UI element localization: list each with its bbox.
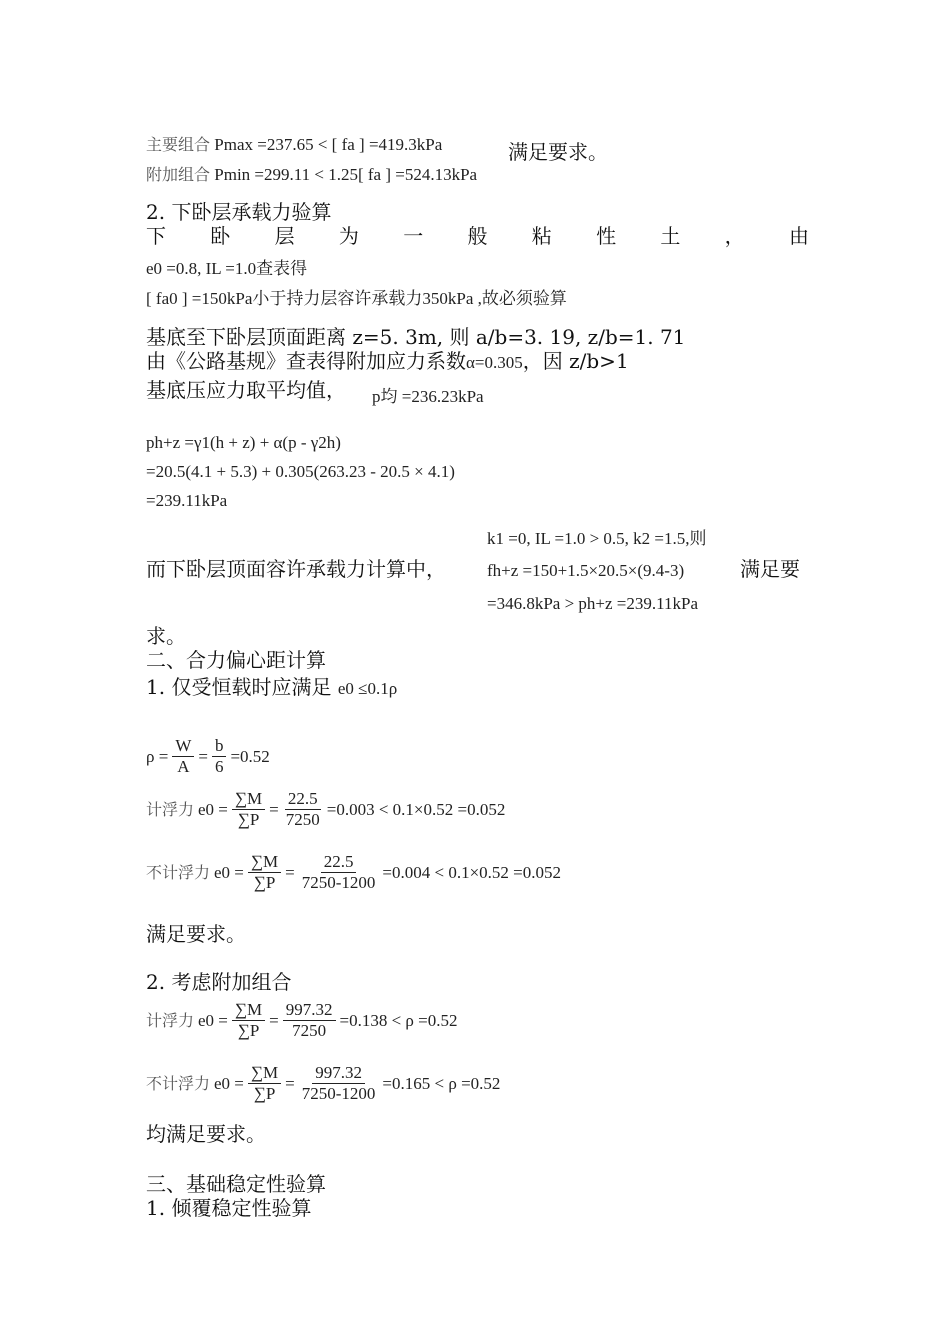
fraction: [283, 789, 323, 830]
lower-capacity-text: 而下卧层顶面容许承载力计算中，: [146, 557, 446, 581]
numerator: 22.5: [285, 789, 321, 810]
cond-line-3: =346.8kPa > ph+z =239.11kPa: [487, 594, 699, 613]
equals: =: [285, 862, 295, 882]
fraction: [299, 1063, 379, 1104]
satisfied-text-2: 满足要求。: [146, 922, 246, 946]
add-combo-label: 附加组合: [146, 165, 211, 184]
calc-label: 计浮力: [146, 799, 195, 819]
cond-line-1: k1 =0, IL =1.0 > 0.5, k2 =1.5,则: [487, 529, 707, 548]
calc-rhs: =0.003 < 0.1×0.52 =0.052: [326, 799, 506, 819]
part2-title: 二、合力偏心距计算: [146, 648, 326, 672]
denominator: ∑P: [253, 1084, 276, 1103]
part3-title: 三、基础稳定性验算: [146, 1172, 326, 1196]
e0-line: e0 =0.8, IL =1.0查表得: [146, 259, 308, 278]
spread-char: 粘: [531, 224, 552, 248]
sub2-title: 2. 下卧层承载力验算: [146, 200, 332, 224]
spread-char: 下: [146, 224, 166, 248]
calc-label: 不计浮力: [146, 1073, 211, 1093]
equals: =: [269, 799, 279, 819]
part2-sub1-text: 1. 仅受恒载时应满足: [146, 675, 332, 699]
calc-no-buoyancy-2: [146, 1063, 500, 1104]
fraction: [283, 1000, 336, 1041]
calc-buoyancy-1: [146, 789, 505, 830]
satisfy-text-b: 求。: [146, 624, 186, 648]
numerator: ∑M: [232, 789, 265, 810]
fraction: [212, 736, 227, 777]
numerator: ∑M: [248, 1063, 281, 1084]
part2-sub1: [146, 675, 397, 700]
fraction: [172, 736, 194, 777]
denominator: ∑P: [237, 1021, 260, 1040]
calc-rhs: =0.165 < ρ =0.52: [382, 1073, 501, 1093]
spread-char: 卧: [210, 224, 231, 248]
spread-char: 为: [338, 224, 359, 248]
e0-lhs: e0 =: [214, 862, 244, 882]
numerator: ∑M: [232, 1000, 265, 1021]
denominator: 7250-1200: [301, 873, 376, 892]
distance-line: 基底至下卧层顶面距离 z=5. 3m, 则 a/b=3. 19, z/b=1. 71: [146, 325, 686, 349]
spread-char: ，: [724, 224, 745, 248]
add-combo-line: [146, 164, 477, 186]
fraction: [232, 1000, 265, 1041]
numerator: ∑M: [248, 852, 281, 873]
denominator: ∑P: [253, 873, 276, 892]
denominator: 7250-1200: [301, 1084, 376, 1103]
denominator: 7250: [285, 810, 320, 829]
numerator: 997.32: [283, 1000, 336, 1021]
numerator: 22.5: [321, 852, 357, 873]
calc-label: 不计浮力: [146, 862, 211, 882]
calc-line-2: =20.5(4.1 + 5.3) + 0.305(263.23 - 20.5 × 4.1): [146, 462, 455, 481]
denominator: 7250: [292, 1021, 327, 1040]
spread-char: 一: [403, 224, 424, 248]
spread-char: 层: [274, 224, 295, 248]
spread-line: [146, 224, 809, 248]
part3-sub1: 1. 倾覆稳定性验算: [146, 1196, 312, 1220]
fa0-line: [ fa0 ] =150kPa小于持力层容许承载力350kPa ,故必须验算: [146, 289, 567, 308]
calc-label: 计浮力: [146, 1010, 195, 1030]
part2-sub2: 2. 考虑附加组合: [146, 970, 292, 994]
part2-sub1-cond: e0 ≤0.1ρ: [337, 679, 398, 698]
alpha-line: [146, 349, 629, 374]
alpha-text-a: 由《公路基规》查表得附加应力系数: [146, 349, 466, 373]
calc-no-buoyancy-1: [146, 852, 561, 893]
denominator: A: [177, 757, 190, 776]
p-avg-formula: p均 =236.23kPa: [372, 387, 484, 406]
denominator: 6: [214, 757, 224, 776]
fraction: [299, 852, 379, 893]
equals: =: [269, 1010, 279, 1030]
alpha-value: α=0.305: [466, 353, 523, 372]
rho-rhs: =0.52: [230, 746, 270, 766]
calc-line-3: =239.11kPa: [146, 491, 228, 510]
avg-line: 基底压应力取平均值，: [146, 378, 346, 402]
numerator: b: [212, 736, 227, 757]
spread-char: 由: [788, 224, 809, 248]
spread-char: 土: [660, 224, 681, 248]
all-satisfied-text: 均满足要求。: [146, 1122, 266, 1146]
main-combo-label: 主要组合: [146, 135, 211, 154]
calc-rhs: =0.138 < ρ =0.52: [339, 1010, 458, 1030]
numerator: 997.32: [312, 1063, 365, 1084]
spread-char: 般: [467, 224, 488, 248]
e0-lhs: e0 =: [198, 1010, 228, 1030]
fraction: [232, 789, 265, 830]
calc-rhs: =0.004 < 0.1×0.52 =0.052: [382, 862, 562, 882]
equals: =: [198, 746, 208, 766]
rho-equation: [146, 736, 270, 777]
spread-char: 性: [596, 224, 617, 248]
main-combo-formula: Pmax =237.65 < [ fa ] =419.3kPa: [214, 135, 443, 154]
rho-lhs: ρ =: [146, 746, 169, 766]
fraction: [248, 852, 281, 893]
main-combo-line: [146, 134, 442, 156]
satisfied-text-1: 满足要求。: [508, 140, 608, 164]
calc-line-1: ph+z =γ1(h + z) + α(p - γ2h): [146, 433, 341, 452]
e0-lhs: e0 =: [198, 799, 228, 819]
fraction: [248, 1063, 281, 1104]
cond-line-2: fh+z =150+1.5×20.5×(9.4-3): [487, 561, 685, 580]
numerator: W: [172, 736, 194, 757]
denominator: ∑P: [237, 810, 260, 829]
alpha-text-b: ，因 z/b>1: [522, 349, 629, 373]
e0-lhs: e0 =: [214, 1073, 244, 1093]
add-combo-formula: Pmin =299.11 < 1.25[ fa ] =524.13kPa: [214, 165, 478, 184]
satisfy-text-a: 满足要: [740, 557, 800, 581]
equals: =: [285, 1073, 295, 1093]
calc-buoyancy-2: [146, 1000, 458, 1041]
